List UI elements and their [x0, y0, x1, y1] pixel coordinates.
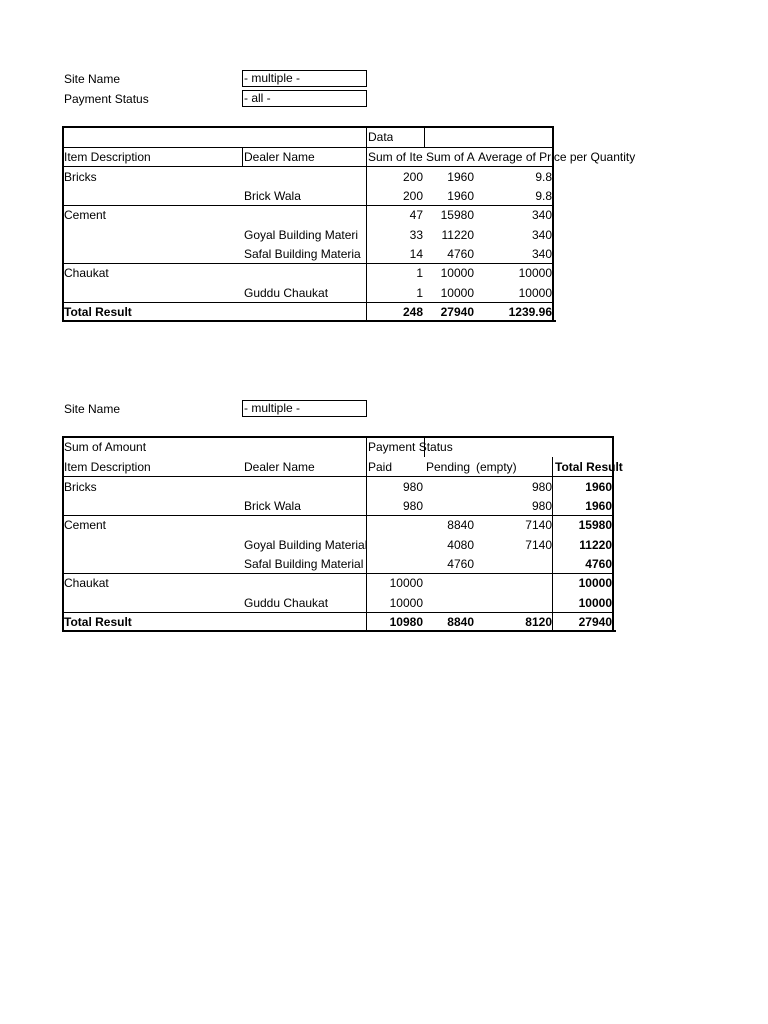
- row-sum-of-amount: 15980: [440, 208, 474, 222]
- row-total-result: 1960: [585, 480, 612, 494]
- column-header-dealer-name[interactable]: Dealer Name: [244, 150, 315, 164]
- row-sum-of-items: 47: [409, 208, 423, 222]
- column-header-pending[interactable]: Pending: [426, 460, 471, 474]
- row-average-price: 340: [531, 247, 552, 261]
- site-name-filter-2[interactable]: - multiple -: [242, 400, 367, 417]
- row-average-price: 10000: [518, 266, 552, 280]
- row-dealer-name[interactable]: Goyal Building Material: [244, 538, 368, 552]
- payment-status-column-field[interactable]: Payment Status: [368, 440, 453, 454]
- row-sum-of-items: 1: [416, 266, 423, 280]
- row-sum-of-amount: 1960: [447, 189, 474, 203]
- row-total-result: 1960: [585, 499, 612, 513]
- row-dealer-name[interactable]: Safal Building Materia: [244, 247, 361, 261]
- site-name-label: Site Name: [64, 72, 121, 86]
- row-dealer-name[interactable]: Guddu Chaukat: [244, 596, 329, 610]
- site-name-label-2: Site Name: [64, 402, 121, 416]
- total-empty: 8120: [525, 615, 552, 629]
- total-pending: 8840: [447, 615, 474, 629]
- row-empty: 7140: [525, 518, 552, 532]
- row-sum-of-items: 14: [409, 247, 423, 261]
- row-pending: 4760: [447, 557, 474, 571]
- row-item-description[interactable]: Chaukat: [64, 266, 109, 280]
- row-item-description[interactable]: Bricks: [64, 480, 97, 494]
- column-header-item-description-2[interactable]: Item Description: [64, 460, 151, 474]
- row-dealer-name[interactable]: Brick Wala: [244, 189, 301, 203]
- row-sum-of-items: 200: [402, 189, 423, 203]
- row-item-description[interactable]: Cement: [64, 208, 107, 222]
- column-header-sum-of-items[interactable]: Sum of Ite: [368, 150, 423, 164]
- row-item-description[interactable]: Chaukat: [64, 576, 109, 590]
- total-grand: 27940: [578, 615, 612, 629]
- row-paid: 10000: [389, 576, 423, 590]
- total-qty: 248: [402, 305, 423, 319]
- row-pending: 4080: [447, 538, 474, 552]
- data-field-label: Data: [368, 130, 394, 144]
- row-dealer-name[interactable]: Guddu Chaukat: [244, 286, 329, 300]
- row-average-price: 10000: [518, 286, 552, 300]
- total-average: 1239.96: [508, 305, 552, 319]
- row-empty: 980: [531, 480, 552, 494]
- row-sum-of-amount: 1960: [447, 170, 474, 184]
- payment-status-label: Payment Status: [64, 92, 149, 106]
- row-average-price: 9.8: [535, 189, 552, 203]
- row-total-result: 11220: [579, 538, 612, 552]
- row-item-description[interactable]: Bricks: [64, 170, 97, 184]
- row-sum-of-items: 200: [402, 170, 423, 184]
- row-sum-of-items: 33: [409, 228, 423, 242]
- row-paid: 980: [402, 499, 423, 513]
- row-total-result: 4760: [585, 557, 612, 571]
- row-paid: 10000: [389, 596, 423, 610]
- total-result-label-2: Total Result: [64, 615, 132, 629]
- row-paid: 980: [402, 480, 423, 494]
- row-average-price: 9.8: [535, 170, 552, 184]
- row-sum-of-amount: 11220: [441, 228, 474, 242]
- payment-status-filter[interactable]: - all -: [242, 90, 367, 107]
- row-total-result: 10000: [578, 576, 612, 590]
- total-result-label: Total Result: [64, 305, 132, 319]
- row-item-description[interactable]: Cement: [64, 518, 107, 532]
- column-header-dealer-name-2[interactable]: Dealer Name: [244, 460, 315, 474]
- row-total-result: 10000: [578, 596, 612, 610]
- row-sum-of-amount: 10000: [440, 286, 474, 300]
- total-paid: 10980: [389, 615, 423, 629]
- row-pending: 8840: [447, 518, 474, 532]
- row-dealer-name[interactable]: Safal Building Material: [244, 557, 364, 571]
- column-header-total-result[interactable]: Total Result: [555, 460, 623, 474]
- row-empty: 980: [531, 499, 552, 513]
- row-sum-of-items: 1: [416, 286, 423, 300]
- column-header-empty[interactable]: (empty): [476, 460, 517, 474]
- column-header-paid[interactable]: Paid: [368, 460, 393, 474]
- total-amount: 27940: [440, 305, 474, 319]
- row-sum-of-amount: 4760: [447, 247, 474, 261]
- row-dealer-name[interactable]: Brick Wala: [244, 499, 301, 513]
- column-header-sum-of-amount[interactable]: Sum of A: [426, 150, 475, 164]
- sum-of-amount-label: Sum of Amount: [64, 440, 147, 454]
- row-average-price: 340: [531, 208, 552, 222]
- row-average-price: 340: [531, 228, 552, 242]
- column-header-item-description[interactable]: Item Description: [64, 150, 151, 164]
- site-name-filter[interactable]: - multiple -: [242, 70, 367, 87]
- row-total-result: 15980: [578, 518, 612, 532]
- column-header-average-price[interactable]: Average of Price per Quantity: [478, 150, 636, 164]
- row-dealer-name[interactable]: Goyal Building Materi: [244, 228, 359, 242]
- row-sum-of-amount: 10000: [440, 266, 474, 280]
- row-empty: 7140: [525, 538, 552, 552]
